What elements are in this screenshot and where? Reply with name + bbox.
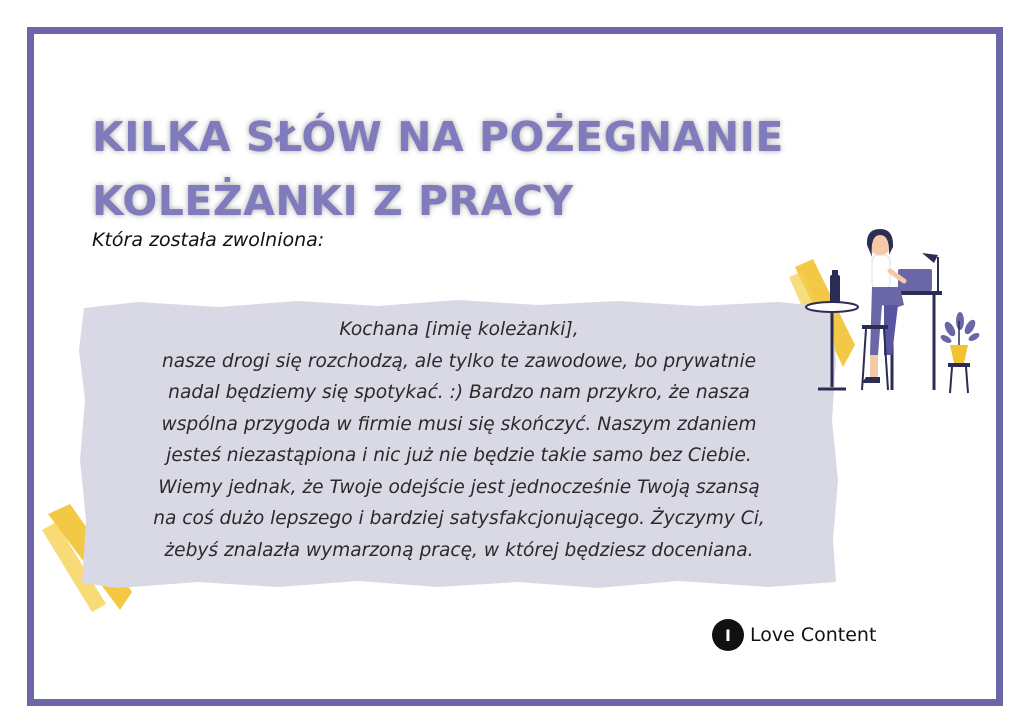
title-line-1: KILKA SŁÓW NA POŻEGNANIE: [92, 113, 784, 161]
brand-name: Love Content: [750, 624, 877, 646]
woman-at-laptop-illustration-icon: [800, 225, 980, 400]
message-line: nasze drogi się rozchodzą, ale tylko te zawodowe, bo prywatnie: [161, 350, 757, 372]
message-box: [78, 300, 840, 588]
message-line: żebyś znalazła wymarzoną pracę, w której będziesz doceniana.: [164, 539, 754, 561]
message-line: na coś dużo lepszego i bardziej satysfakcjonującego. Życzymy Ci,: [153, 508, 765, 529]
message-line: jesteś niezastąpiona i nic już nie będzie takie samo bez Ciebie.: [166, 445, 752, 466]
farewell-message: [78, 314, 840, 566]
message-line: wspólna przygoda w firmie musi się skończyć. Naszym zdaniem: [161, 413, 757, 435]
brand-logo: [712, 619, 876, 651]
page-subtitle: Która została zwolniona:: [92, 229, 325, 251]
message-line: Kochana [imię koleżanki],: [339, 319, 579, 340]
message-line: Wiemy jednak, że Twoje odejście jest jednocześnie Twoją szansą: [158, 476, 760, 498]
brand-badge: I: [712, 619, 744, 651]
page-title: [92, 105, 784, 233]
title-line-2: KOLEŻANKI Z PRACY: [92, 177, 574, 225]
message-line: nadal będziemy się spotykać. :) Bardzo nam przykro, że nasza: [168, 382, 750, 403]
